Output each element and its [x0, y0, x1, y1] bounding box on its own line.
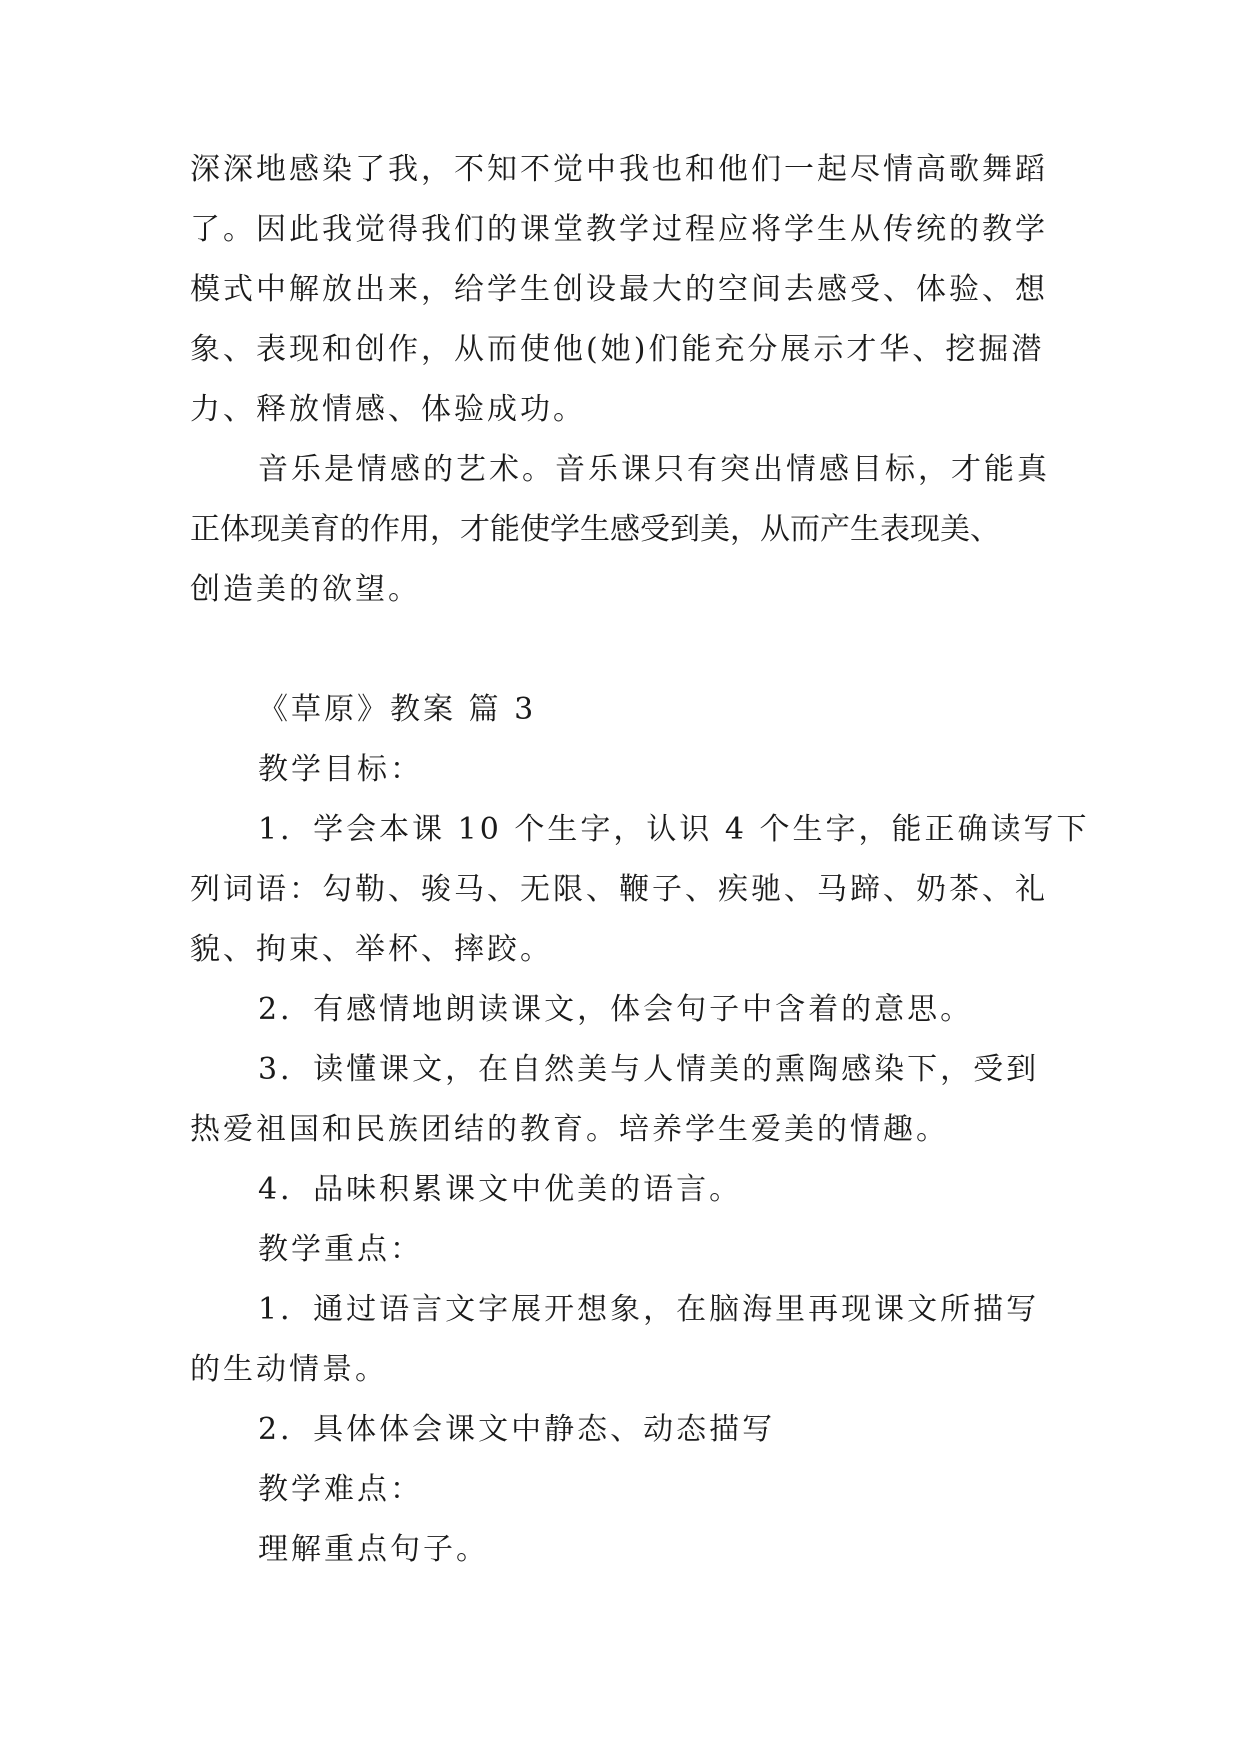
paragraph-line: 了。因此我觉得我们的课堂教学过程应将学生从传统的教学 — [190, 212, 1048, 247]
paragraph-line: 力、释放情感、体验成功。 — [190, 392, 586, 427]
list-item-continuation: 列词语：勾勒、骏马、无限、鞭子、疾驰、马蹄、奶茶、礼 — [190, 872, 1048, 907]
list-item: 2．具体体会课文中静态、动态描写 — [258, 1412, 776, 1447]
paragraph-line: 正体现美育的作用，才能使学生感受到美，从而产生表现美、 — [190, 512, 1000, 547]
subheading: 教学目标： — [258, 752, 423, 787]
list-item-continuation: 貌、拘束、举杯、摔跤。 — [190, 932, 553, 967]
list-item: 1．学会本课 10 个生字，认识 4 个生字，能正确读写下 — [258, 812, 1090, 847]
paragraph-line: 音乐是情感的艺术。音乐课只有突出情感目标，才能真 — [258, 452, 1050, 487]
list-item: 4．品味积累课文中优美的语言。 — [258, 1172, 743, 1207]
subheading: 教学重点： — [258, 1232, 423, 1267]
paragraph-line: 创造美的欲望。 — [190, 572, 421, 607]
paragraph-line: 深深地感染了我，不知不觉中我也和他们一起尽情高歌舞蹈 — [190, 152, 1048, 187]
list-item: 3．读懂课文，在自然美与人情美的熏陶感染下，受到 — [258, 1052, 1040, 1087]
list-item: 2．有感情地朗读课文，体会句子中含着的意思。 — [258, 992, 974, 1027]
section-heading: 《草原》教案 篇 3 — [258, 692, 537, 727]
list-item-continuation: 热爱祖国和民族团结的教育。培养学生爱美的情趣。 — [190, 1112, 949, 1147]
list-item: 1．通过语言文字展开想象，在脑海里再现课文所描写 — [258, 1292, 1040, 1327]
paragraph-line: 象、表现和创作，从而使他(她)们能充分展示才华、挖掘潜 — [190, 332, 1045, 367]
paragraph-line: 模式中解放出来，给学生创设最大的空间去感受、体验、想 — [190, 272, 1048, 307]
paragraph-line: 理解重点句子。 — [258, 1532, 489, 1567]
list-item-continuation: 的生动情景。 — [190, 1352, 388, 1387]
subheading: 教学难点： — [258, 1472, 423, 1507]
